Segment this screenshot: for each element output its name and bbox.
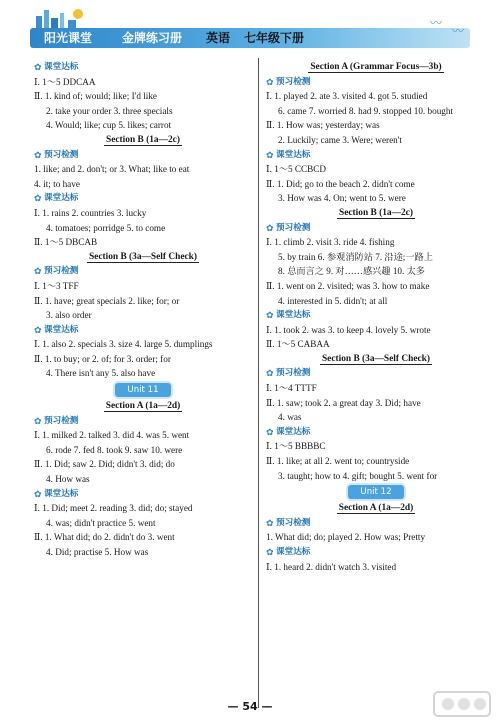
brand-title-1: 阳光课堂 [44,31,93,45]
column-divider [258,58,259,708]
answer-line: Ⅱ. 1. have; great specials 2. like; for; or [34,295,180,306]
answer-line: Ⅰ. 1. rains 2. countries 3. lucky [34,207,147,218]
answer-line: Ⅰ. 1～5 BBBBC [266,441,326,452]
answer-line: 4. was [278,412,302,423]
flower-icon: ✿ [266,427,274,438]
section-tag-label: 课堂达标 [276,310,311,321]
flower-icon: ✿ [34,416,42,427]
section-tag [266,516,486,531]
section-tag-label: 课堂达标 [44,488,79,499]
watermark-logo-icon [432,690,492,718]
section-tag-label: 预习检测 [276,368,311,379]
section-tag [266,366,486,381]
flower-icon: ✿ [266,518,274,529]
flower-icon: ✿ [34,267,42,278]
answer-line: Ⅱ. 1. kind of; would; like; I'd like [34,91,157,102]
flower-icon: ✿ [34,194,42,205]
section-heading [266,206,486,221]
section-tag-label: 预习检测 [276,517,311,528]
answer-line: 4. tomatoes; porridge 5. to come [46,222,166,233]
bird-icon: 〰 [430,16,443,30]
section-heading-text: Section B (1a—2c) [339,207,413,218]
page-number: — 54 — [227,700,273,713]
answer-line: Ⅱ. 1. saw; took 2. a great day 3. Did; have [266,397,421,408]
section-tag [266,75,486,90]
section-heading-text: Section A (Grammar Focus—3b) [310,62,442,72]
section-tag-label: 课堂达标 [44,62,79,72]
section-heading [34,250,252,265]
section-tag [34,148,252,163]
section-tag-label: 课堂达标 [44,193,79,204]
unit-badge [266,483,486,501]
section-heading [34,133,252,148]
answer-line: 3. also order [46,310,92,321]
answer-line: Ⅰ. 1. Did; meet 2. reading 3. did; do; stayed [34,503,193,514]
answer-line: Ⅰ. 1. heard 2. didn't watch 3. visited [266,561,397,572]
section-tag [266,545,486,560]
page-header [0,0,500,50]
flower-icon: ✿ [266,223,274,234]
answer-line: Ⅰ. 1. climb 2. visit 3. ride 4. fishing [266,237,395,248]
answer-line: Ⅱ. 1. went on 2. visited; was 3. how to make [266,280,430,291]
answer-line: Ⅰ. 1. milked 2. talked 3. did 4. was 5. went [34,430,190,441]
answer-line: Ⅱ. 1. Did; saw 2. Did; didn't 3. did; do [34,459,175,470]
answer-line: Ⅰ. 1～3 TFF [34,280,79,291]
section-heading-text: Section B (3a—Self Check) [88,251,198,262]
answer-line: Ⅱ. 1. How was; yesterday; was [266,120,380,131]
section-heading [34,399,252,414]
answer-line: Ⅰ. 1～4 TTTF [266,383,317,394]
answer-line: 4. How was [46,474,90,485]
section-tag [34,323,252,338]
section-tag [266,221,486,236]
section-tag-label: 课堂达标 [276,149,311,160]
grade-label: 七年级下册 [244,31,305,45]
answer-line: Ⅰ. 1. also 2. specials 3. size 4. large 5. dumplings [34,339,213,350]
answer-line: 6. rode 7. fed 8. took 9. saw 10. were [46,444,183,455]
section-tag [266,308,486,323]
unit-badge-label: Unit 12 [348,485,403,499]
section-heading [266,352,486,367]
section-tag [34,60,252,75]
answer-column-right [266,60,486,574]
flower-icon: ✿ [34,489,42,500]
answer-line: 5. by train 6. 参观消防站 7. 沿途;一路上 [278,251,433,262]
city-skyline-icon [34,6,94,30]
answer-line: Ⅱ. 1～5 DBCAB [34,237,98,248]
section-tag-label: 预习检测 [276,222,311,233]
answer-line: 3. taught; how to 4. gift; bought 5. went for [278,470,438,481]
section-heading-text: Section B (1a—2c) [106,134,180,145]
flower-icon: ✿ [34,150,42,161]
flower-icon: ✿ [266,150,274,161]
flower-icon: ✿ [34,325,42,336]
answer-line: 1. What did; do; played 2. How was; Pretty [266,532,426,543]
section-tag [34,264,252,279]
answer-line: Ⅰ. 1. took 2. was 3. to keep 4. lovely 5. wrote [266,324,431,335]
section-tag [266,425,486,440]
answer-line: Ⅰ. 1～5 CCBCD [266,164,327,175]
answer-line: 8. 总而言之 9. 对……感兴趣 10. 太多 [278,266,425,277]
section-tag [266,148,486,163]
brand-title-2: 金牌练习册 [122,31,183,45]
answer-line: 4. Did; practise 5. How was [46,547,149,557]
answer-line: Ⅰ. 1. played 2. ate 3. visited 4. got 5. studied [266,91,428,102]
subject-label: 英语 [206,31,231,45]
answer-line: Ⅱ. 1～5 CABAA [266,339,330,350]
section-heading-text: Section B (3a—Self Check) [321,353,431,364]
flower-icon: ✿ [266,548,274,558]
section-heading [266,60,486,75]
section-tag-label: 课堂达标 [44,324,79,335]
flower-icon: ✿ [34,63,42,73]
answer-line: 4. was; didn't practice 5. went [46,517,156,528]
section-tag-label: 预习检测 [44,266,79,277]
section-tag-label: 课堂达标 [276,426,311,437]
bird-icon: 〰 [452,24,465,38]
answer-line: Ⅱ. 1. Did; go to the beach 2. didn't come [266,178,415,189]
section-heading-text: Section A (1a—2d) [338,503,414,514]
section-tag [34,414,252,429]
flower-icon: ✿ [266,311,274,322]
section-tag [34,487,252,502]
answer-line: 4. interested in 5. didn't; at all [278,295,388,306]
flower-icon: ✿ [266,369,274,380]
header-banner [30,28,470,48]
unit-badge [34,381,252,399]
section-tag-label: 课堂达标 [276,547,311,557]
answer-line: 4. There isn't any 5. also have [46,368,156,379]
answer-line: 4. Would; like; cup 5. likes; carrot [46,120,172,131]
section-heading [266,501,486,516]
answer-line: Ⅱ. 1. like; at all 2. went to; countryside [266,456,410,467]
answer-line: 2. Luckily; came 3. Were; weren't [278,134,402,145]
answer-line: 6. came 7. worried 8. had 9. stopped 10. bought [278,105,454,116]
answer-line: 2. take your order 3. three specials [46,105,173,116]
section-tag [34,191,252,206]
section-tag-label: 预习检测 [276,76,311,87]
flower-icon: ✿ [266,77,274,88]
section-tag-label: 预习检测 [44,149,79,160]
answer-line: Ⅱ. 1. to buy; or 2. of; for 3. order; for [34,353,171,364]
unit-badge-label: Unit 11 [115,383,170,397]
section-heading-text: Section A (1a—2d) [105,401,181,412]
answer-line: Ⅰ. 1～5 DDCAA [34,76,96,87]
answer-line: Ⅱ. 1. What did; do 2. didn't do 3. went [34,532,175,543]
answer-column-left [34,60,252,560]
answer-line: 1. like; and 2. don't; or 3. What; like to eat [34,164,190,175]
section-tag-label: 预习检测 [44,415,79,426]
answer-line: 4. it; to have [34,178,80,189]
answer-line: 3. How was 4. On; went to 5. were [278,193,406,204]
